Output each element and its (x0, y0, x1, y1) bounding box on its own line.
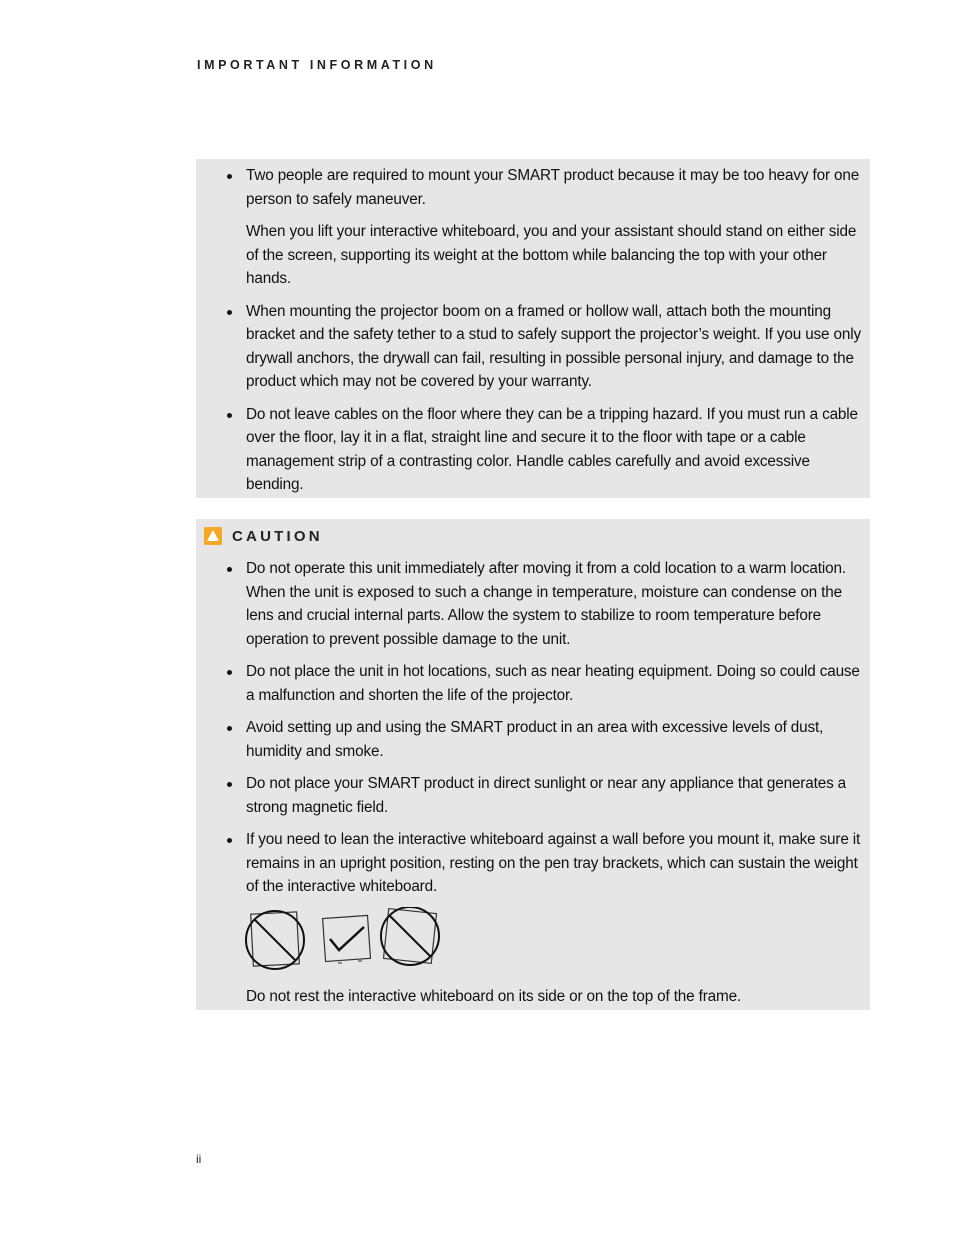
list-item-text: Do not leave cables on the floor where they can be a tripping hazard. If you must run a cable over the floor, lay it in a flat, straight line and secure it to the floor with tape or a cable management strip of a contrasting color. Handle cables carefully and avoid excessive bending. (246, 405, 858, 493)
bullet-icon (227, 726, 232, 731)
caution-box (196, 519, 870, 1010)
bullet-icon (227, 413, 232, 418)
list-item-text: When you lift your interactive whiteboard, you and your assistant should stand on either side of the screen, supporting its weight at the bottom while balancing the top with your other hands. (246, 223, 857, 287)
bullet-icon (227, 670, 232, 675)
list-item (196, 716, 870, 763)
warning-box (196, 159, 870, 498)
prohibited-top-resting-icon (381, 907, 439, 965)
warning-list (196, 159, 870, 497)
list-item-text: Do not place the unit in hot locations, such as near heating equipment. Doing so could cause a malfunction and shorten the life of the projector. (246, 663, 860, 704)
caution-label: CAUTION (232, 527, 323, 545)
list-item (196, 557, 870, 651)
list-item (196, 403, 870, 497)
list-item-text: If you need to lean the interactive whiteboard against a wall before you mount it, make sure it remains in an upright position, resting on the pen tray brackets, which can sustain the weight of the interactive whiteboard. (246, 831, 861, 895)
caution-triangle-icon (204, 527, 222, 545)
list-item-text: Do not operate this unit immediately after moving it from a cold location to a warm location. When the unit is exposed to such a change in temperature, moisture can condense on the lens and crucial internal parts. Allow the system to stabilize to room temperature before operation to prevent possible damage to the unit. (246, 560, 846, 648)
bullet-icon (227, 782, 232, 787)
list-item-text: Do not place your SMART product in direct sunlight or near any appliance that generates a strong magnetic field. (246, 775, 847, 816)
bullet-icon (227, 838, 232, 843)
caution-list (196, 557, 870, 899)
whiteboard-orientation-figure (244, 907, 444, 973)
list-item (196, 164, 870, 291)
list-item (196, 660, 870, 707)
upright-check-icon (323, 915, 371, 963)
list-item (196, 828, 870, 899)
list-item-text: Avoid setting up and using the SMART product in an area with excessive levels of dust, humidity and smoke. (246, 719, 824, 760)
caution-heading (204, 527, 323, 545)
list-item (196, 772, 870, 819)
figure-caption: Do not rest the interactive whiteboard on its side or on the top of the frame. (246, 988, 742, 1005)
prohibited-side-resting-icon (246, 911, 304, 969)
list-item-text: Two people are required to mount your SMART product because it may be too heavy for one person to safely maneuver. (246, 167, 860, 208)
bullet-icon (227, 310, 232, 315)
bullet-icon (227, 567, 232, 572)
list-item (196, 300, 870, 394)
section-header: IMPORTANT INFORMATION (197, 58, 437, 72)
page-number: ii (196, 1152, 202, 1166)
list-item-text: When mounting the projector boom on a framed or hollow wall, attach both the mounting bracket and the safety tether to a stud to safely support the projector’s weight. If you use only drywall anchors, the drywall can fail, resulting in possible personal injury, and damage to the product which may not be covered by your warranty. (246, 302, 861, 390)
bullet-icon (227, 174, 232, 179)
